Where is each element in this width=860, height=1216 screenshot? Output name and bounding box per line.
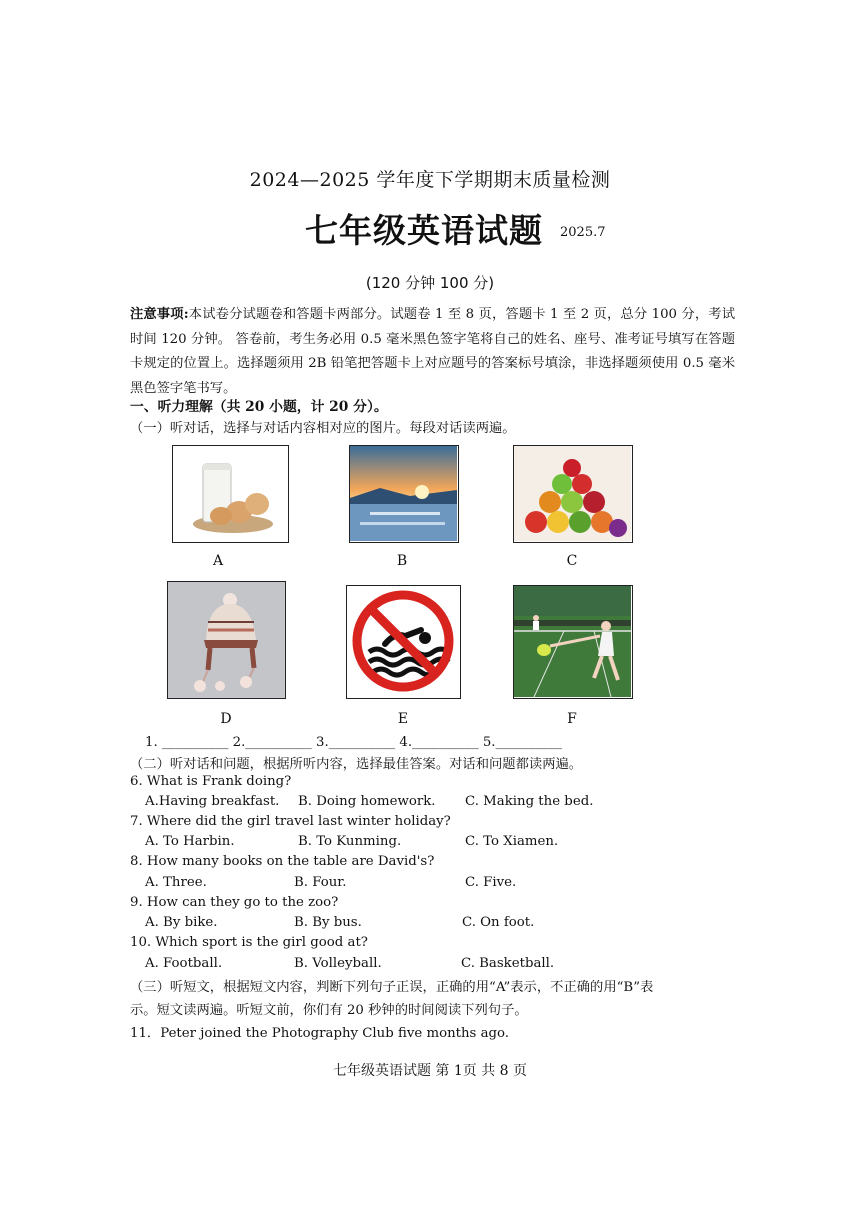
q10-option-c: C. Basketball. [461, 956, 555, 971]
q9-option-b: B. By bus. [294, 915, 362, 930]
q6-option-a: A.Having breakfast. [145, 794, 280, 809]
fruit-picture [513, 445, 633, 543]
q10-option-b: B. Volleyball. [294, 956, 382, 971]
q7-option-b: B. To Kunming. [298, 834, 402, 849]
question-11: 11．Peter joined the Photography Club five months ago. [130, 1026, 510, 1041]
no-swimming-sign [346, 585, 461, 699]
picture-label-e: E [397, 711, 409, 727]
q8-option-c: C. Five. [465, 875, 517, 890]
notice-text: 本试卷分试题卷和答题卡两部分。试题卷 1 至 8 页，答题卡 1 至 2 页，总分 100 分，考试时间 120 分钟。 答卷前，考生务必用 0.5 毫米黑色签字笔将自己的姓名、座号、准考证号填写在答题卡规定的位置上。选择题须用 2B 铅笔把答题卡上对应题号的答案标号填涂，非选择题须使用 0.5 毫米黑色签字笔书写。 [130, 307, 735, 396]
notice-label: 注意事项: [130, 307, 189, 322]
q9-option-a: A. By bike. [145, 915, 218, 930]
q8-option-a: A. Three. [145, 875, 207, 890]
picture-label-a: A [212, 553, 224, 569]
exam-subtitle: 2024—2025 学年度下学期期末质量检测 [249, 169, 611, 191]
tennis-picture [513, 585, 633, 699]
q10-option-a: A. Football. [145, 956, 223, 971]
question-10: 10. Which sport is the girl good at? [130, 935, 368, 950]
question-7: 7. Where did the girl travel last winter holiday? [130, 814, 451, 829]
time-score: (120 分钟 100 分) [365, 274, 495, 292]
part2-instruction: （二）听对话和问题，根据所听内容，选择最佳答案。对话和问题都读两遍。 [130, 757, 583, 772]
q9-option-c: C. On foot. [462, 915, 535, 930]
q7-option-c: C. To Xiamen. [465, 834, 559, 849]
q6-option-b: B. Doing homework. [298, 794, 436, 809]
part1-instruction: （一）听对话，选择与对话内容相对应的图片。每段对话读两遍。 [130, 421, 516, 436]
part3-instruction-line2: 示。短文读两遍。听短文前，你们有 20 秒钟的时间阅读下列句子。 [130, 1003, 528, 1018]
question-6: 6. What is Frank doing? [130, 774, 292, 789]
page-footer: 七年级英语试题 第 1页 共 8 页 [332, 1063, 528, 1079]
section-title: 一、听力理解（共 20 小题，计 20 分）。 [130, 399, 388, 415]
picture-label-b: B [396, 553, 408, 569]
part3-instruction-line1: （三）听短文，根据短文内容，判断下列句子正误，正确的用“A”表示，不正确的用“B”表 [130, 980, 654, 995]
q6-option-c: C. Making the bed. [465, 794, 594, 809]
exam-title: 七年级英语试题 [305, 211, 543, 250]
hat-picture [167, 581, 286, 699]
notice-paragraph [130, 303, 735, 401]
question-9: 9. How can they go to the zoo? [130, 895, 339, 910]
q7-option-a: A. To Harbin. [145, 834, 235, 849]
picture-label-d: D [220, 711, 232, 727]
picture-label-f: F [567, 711, 577, 727]
question-8: 8. How many books on the table are David's? [130, 854, 435, 869]
picture-label-c: C [566, 553, 578, 569]
exam-date: 2025.7 [560, 225, 606, 240]
milk-eggs-picture [172, 445, 289, 543]
answer-blanks: 1. __________ 2.__________ 3.__________ 4.__________ 5.__________ [145, 735, 562, 750]
q8-option-b: B. Four. [294, 875, 347, 890]
sunset-picture [349, 445, 459, 543]
